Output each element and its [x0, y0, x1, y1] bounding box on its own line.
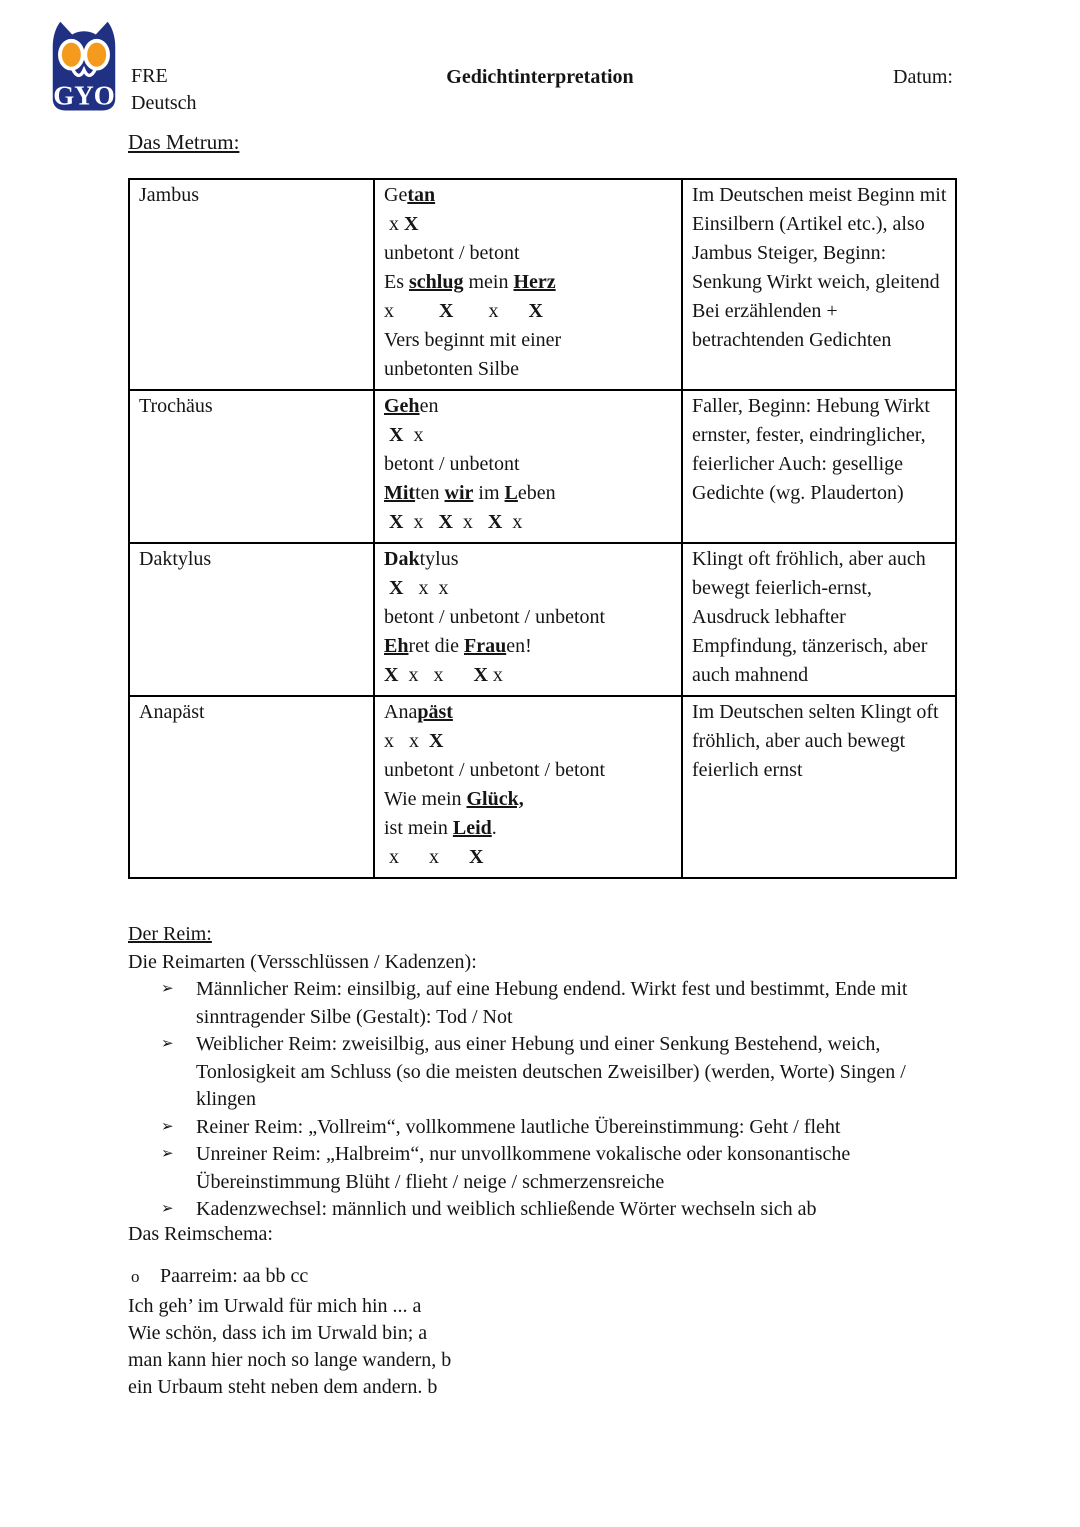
owl-right-eye	[85, 41, 108, 69]
poem-line: Wie schön, dass ich im Urwald bin; a	[128, 1322, 428, 1344]
bullet-text: Männlicher Reim: einsilbig, auf eine Hebung endend. Wirkt fest und bestimmt, Ende mit sinntragender Silbe (Gestalt): Tod / Not	[196, 978, 908, 1028]
table-row-daktylus	[129, 543, 956, 696]
meter-name: Anapäst	[129, 696, 374, 878]
example-line: X x X x X x	[389, 511, 523, 533]
reimschema-section	[128, 1221, 961, 1401]
example-line: x X x X	[384, 300, 543, 322]
example-line: betont / unbetont	[384, 453, 520, 475]
list-item	[128, 1114, 961, 1142]
owl-left-eye	[60, 41, 83, 69]
bullet-text: Kadenzwechsel: männlich und weiblich schließende Wörter wechseln sich ab	[196, 1198, 817, 1220]
meter-example	[374, 179, 682, 390]
example-line: unbetont / unbetont / betont	[384, 759, 606, 781]
example-line: Vers beginnt mit einer	[384, 329, 562, 351]
bullet-text: Reiner Reim: „Vollreim“, vollkommene lautliche Übereinstimmung: Geht / fleht	[196, 1115, 841, 1138]
reim-heading: Der Reim:	[128, 923, 212, 945]
meter-name: Jambus	[129, 179, 374, 390]
example-line: Daktylus	[384, 548, 459, 570]
meter-description: Faller, Beginn: Hebung Wirkt ernster, fester, eindringlicher, feierlicher Auch: gesellige Gedichte (wg. Plauderton)	[682, 390, 956, 543]
example-line: Mitten wir im Leben	[384, 482, 556, 504]
logo-text: GYO	[53, 80, 115, 111]
arrow-bullet-icon: ➢	[161, 1146, 174, 1162]
list-item	[128, 1196, 961, 1224]
poem-line: Ich geh’ im Urwald für mich hin ... a	[128, 1295, 422, 1317]
meter-description: Im Deutschen selten Klingt oft fröhlich, aber auch bewegt feierlich ernst	[682, 696, 956, 878]
arrow-bullet-icon: ➢	[161, 1036, 174, 1052]
list-item	[128, 976, 961, 1031]
metrum-table	[128, 178, 957, 879]
meter-description: Klingt oft fröhlich, aber auch bewegt feierlich-ernst, Ausdruck lebhafter Empfindung, tänzerisch, aber auch mahnend	[682, 543, 956, 696]
bullet-text: Weiblicher Reim: zweisilbig, aus einer Hebung und einer Senkung Bestehend, weich, Tonlosigkeit am Schluss (so die meisten deutschen Zweisilber) (werden, Worte) Singen / klingen	[196, 1033, 906, 1110]
meter-example	[374, 543, 682, 696]
example-line: betont / unbetont / unbetont	[384, 606, 606, 628]
owl-school-logo-icon	[46, 12, 122, 116]
subject-line2: Deutsch	[131, 92, 197, 114]
example-line: x x X	[384, 730, 444, 752]
poem-line: ein Urbaum steht neben dem andern. b	[128, 1376, 438, 1398]
list-item	[128, 1031, 961, 1114]
list-item	[128, 1141, 961, 1196]
metrum-heading: Das Metrum:	[128, 130, 240, 154]
arrow-bullet-icon: ➢	[161, 1118, 174, 1135]
example-line: ist mein Leid.	[384, 817, 497, 839]
example-line: unbetont / betont	[384, 242, 520, 264]
page-title: Gedichtinterpretation	[446, 66, 634, 88]
circle-bullet-icon: o	[131, 1267, 140, 1286]
reim-intro: Die Reimarten (Versschlüssen / Kadenzen):	[128, 950, 477, 973]
reimschema-heading: Das Reimschema:	[128, 1223, 273, 1245]
subject-line1: FRE	[131, 65, 168, 87]
example-line: Es schlug mein Herz	[384, 271, 556, 293]
meter-example	[374, 696, 682, 878]
example-line: Getan	[384, 184, 436, 206]
date-label: Datum:	[893, 66, 953, 88]
arrow-bullet-icon: ➢	[161, 981, 174, 997]
example-line: Wie mein Glück,	[384, 788, 524, 810]
bullet-text: Paarreim: aa bb cc	[160, 1265, 309, 1287]
meter-description: Im Deutschen meist Beginn mit Einsilbern (Artikel etc.), also Jambus Steiger, Beginn: Senkung Wirkt weich, gleitend Bei erzählenden + betrachtenden Gedichten	[682, 179, 956, 390]
meter-example	[374, 390, 682, 543]
example-line: X x x	[389, 577, 449, 599]
bullet-text: Unreiner Reim: „Halbreim“, nur unvollkommene vokalische oder konsonantische Übereinstimmung Blüht / flieht / neige / schmerzensreiche	[196, 1143, 851, 1193]
example-line: Anapäst	[384, 701, 453, 723]
example-line: Ehret die Frauen!	[384, 635, 532, 657]
example-line: Gehen	[384, 395, 439, 417]
list-item	[128, 1263, 961, 1290]
poem-line: man kann hier noch so lange wandern, b	[128, 1349, 452, 1371]
meter-name: Trochäus	[129, 390, 374, 543]
table-row-trochaeus	[129, 390, 956, 543]
example-line: X x	[389, 424, 424, 446]
example-line: unbetonten Silbe	[384, 358, 519, 380]
meter-name: Daktylus	[129, 543, 374, 696]
reim-section	[128, 921, 961, 1224]
example-line: x x X	[384, 846, 484, 868]
arrow-bullet-icon: ➢	[161, 1201, 174, 1217]
table-row-anapaest	[129, 696, 956, 878]
example-line: x X	[384, 213, 419, 235]
table-row-jambus	[129, 179, 956, 390]
poem-example	[128, 1293, 961, 1401]
example-line: X x x X x	[384, 664, 503, 686]
